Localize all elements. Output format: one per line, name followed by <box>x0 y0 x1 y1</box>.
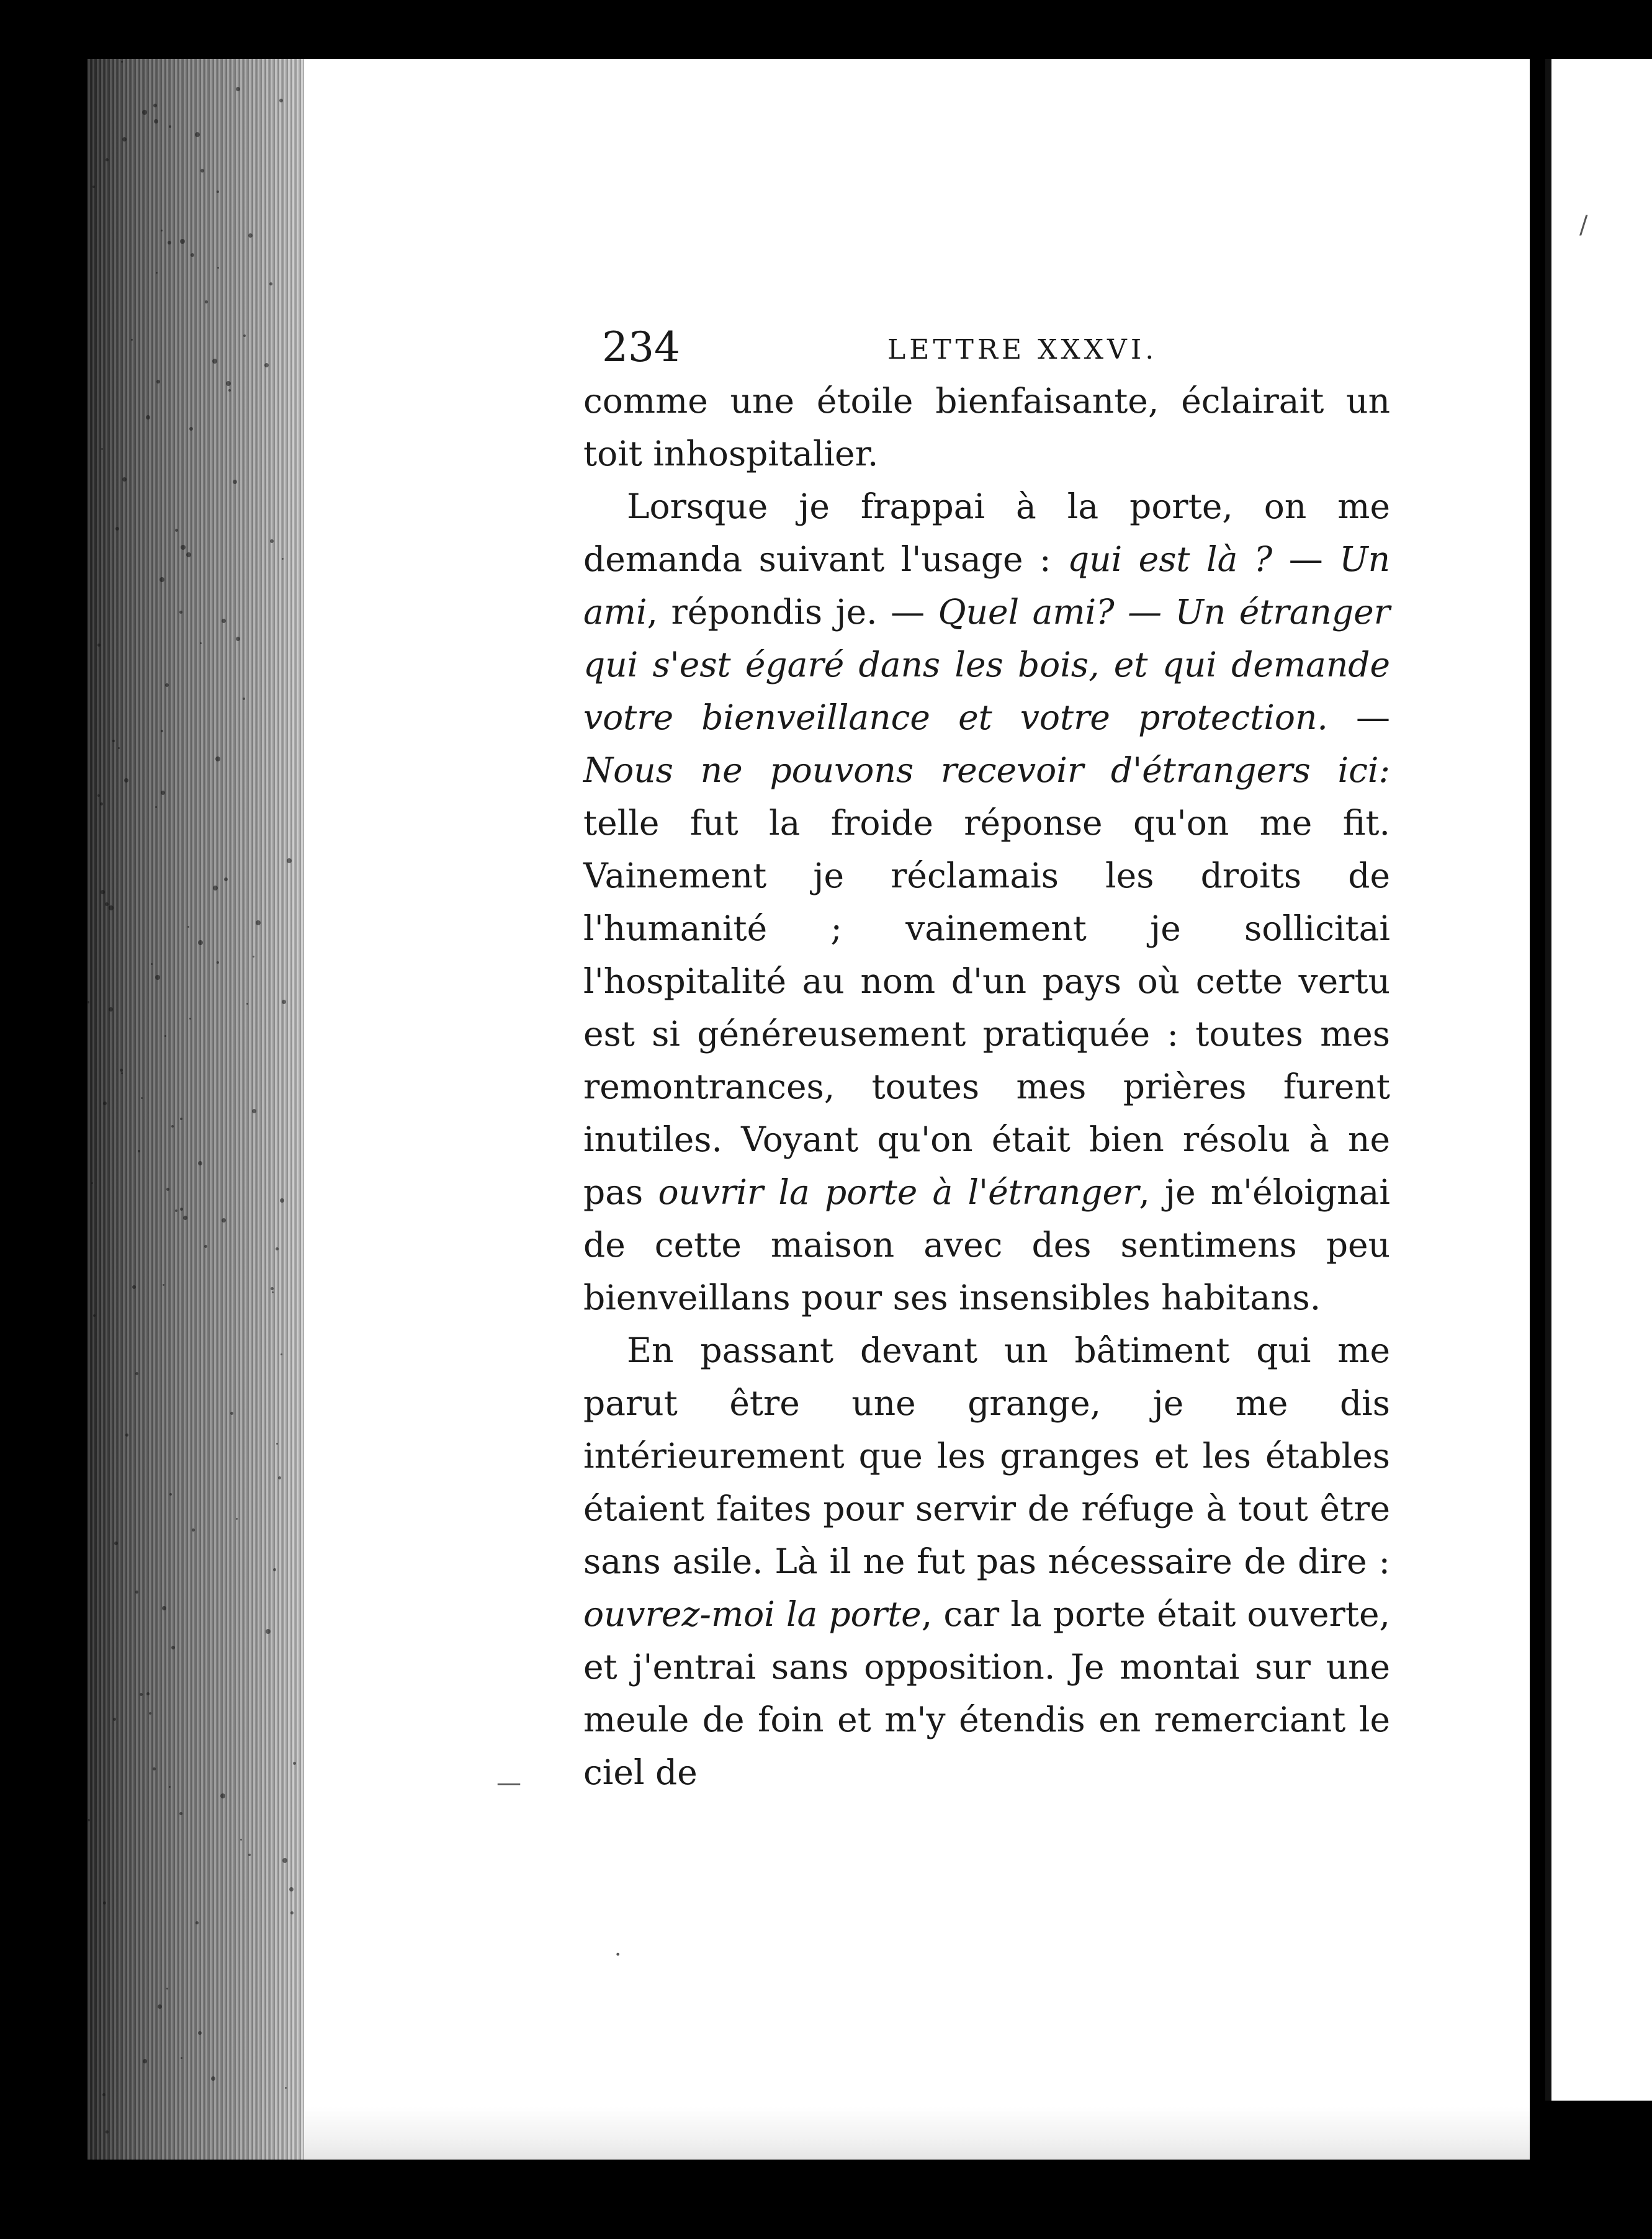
edge-speck <box>162 1606 166 1610</box>
edge-speck <box>276 1443 278 1445</box>
italic-text-span: Nous ne pouvons recevoir d'étrangers ici: <box>583 750 1390 790</box>
edge-speck <box>175 529 178 532</box>
paragraph <box>583 1324 1390 1799</box>
edge-speck <box>264 363 269 367</box>
edge-speck <box>266 1629 271 1634</box>
edge-speck <box>217 961 219 964</box>
edge-speck <box>272 1291 274 1293</box>
edge-speck <box>143 2059 147 2063</box>
edge-speck <box>252 1109 256 1113</box>
edge-speck <box>198 940 203 945</box>
edge-speck <box>161 230 163 231</box>
edge-speck <box>105 2130 109 2134</box>
edge-speck <box>175 1209 177 1212</box>
edge-speck <box>168 241 171 245</box>
edge-speck <box>118 747 120 749</box>
paragraph <box>583 375 1390 480</box>
edge-speck <box>109 905 114 910</box>
edge-speck <box>109 1007 113 1012</box>
paragraph <box>583 480 1390 1324</box>
text-span: telle fut la froide réponse qu'on me fit. Vainement je réclamais les droits de l'humanité ; vainement je sollicitai l'hospitalité au nom d'un pays où cette vertu est si généreusement pratiquée : toutes mes remontrances, toutes mes prières furent inutiles. Voyant qu'on était bien résolu à ne pas <box>583 803 1390 1212</box>
edge-speck <box>101 448 103 450</box>
edge-speck <box>156 272 158 274</box>
edge-speck <box>112 740 115 742</box>
edge-speck <box>146 415 150 420</box>
edge-speck <box>215 756 220 761</box>
edge-speck <box>290 1911 294 1914</box>
edge-speck <box>161 791 165 795</box>
edge-speck <box>169 1786 171 1788</box>
edge-speck <box>169 125 171 128</box>
text-span: , je m'éloignai de cette maison avec des sentimens peu bienveillans pour ses insensibles habitans. <box>583 1172 1390 1317</box>
edge-speck <box>153 1767 156 1770</box>
italic-text-span: ouvrez-moi la porte <box>583 1594 922 1634</box>
edge-speck <box>236 637 240 641</box>
text-span: , répondis je. — <box>647 592 938 632</box>
edge-speck <box>180 239 185 244</box>
edge-speck <box>171 1646 175 1649</box>
edge-speck <box>189 427 193 431</box>
page-edge-stack <box>87 59 307 2160</box>
edge-speck <box>114 1541 118 1545</box>
body-text <box>583 375 1390 1799</box>
edge-speck <box>122 137 127 141</box>
edge-speck <box>87 1001 89 1003</box>
edge-speck <box>282 558 284 560</box>
edge-speck <box>230 1412 233 1415</box>
running-head <box>583 323 1390 372</box>
edge-speck <box>165 683 169 687</box>
edge-speck <box>105 158 109 161</box>
edge-speck <box>183 1216 187 1220</box>
page-number: 234 <box>602 323 680 371</box>
running-head-title: LETTRE XXXVI. <box>887 334 1158 366</box>
edge-speck <box>226 381 231 386</box>
edge-speck <box>285 2087 287 2089</box>
edge-speck <box>181 2057 182 2059</box>
edge-speck <box>91 1182 93 1184</box>
edge-speck <box>88 1819 90 1821</box>
edge-speck <box>155 806 157 808</box>
edge-speck <box>198 1161 202 1165</box>
edge-speck <box>287 858 292 863</box>
text-span: comme une étoile bienfaisante, éclairait un toit inhospitalier. <box>583 381 1390 473</box>
edge-speck <box>113 1718 116 1721</box>
edge-speck <box>121 61 123 63</box>
edge-speck <box>166 1188 169 1191</box>
edge-speck <box>191 253 194 257</box>
edge-speck <box>180 1118 182 1120</box>
edge-speck <box>101 890 105 894</box>
edge-speck <box>217 267 219 269</box>
edge-speck <box>198 2031 202 2035</box>
edge-speck <box>122 477 127 482</box>
edge-speck <box>180 1208 183 1211</box>
edge-speck <box>135 1591 138 1594</box>
edge-speck <box>115 527 119 531</box>
edge-speck <box>236 87 240 91</box>
edge-speck <box>135 1372 138 1375</box>
edge-speck <box>154 119 158 123</box>
edge-speck <box>158 2004 162 2009</box>
edge-speck <box>195 1921 199 1924</box>
edge-speck <box>269 282 272 285</box>
edge-speck <box>280 1198 284 1203</box>
edge-speck <box>105 902 109 906</box>
edge-speck <box>243 334 246 337</box>
edge-speck <box>213 886 218 891</box>
edge-speck <box>246 1003 248 1005</box>
edge-speck <box>100 802 103 805</box>
edge-speck <box>103 1901 106 1905</box>
edge-speck <box>161 730 163 732</box>
edge-speck <box>186 552 191 557</box>
edge-speck <box>222 1218 226 1223</box>
edge-speck <box>181 545 186 550</box>
edge-speck <box>169 1493 172 1496</box>
edge-speck <box>240 1839 242 1841</box>
edge-speck <box>200 642 202 644</box>
edge-speck <box>131 339 133 341</box>
edge-speck <box>164 1035 166 1037</box>
edge-speck <box>141 1097 143 1099</box>
edge-speck <box>138 1150 140 1152</box>
edge-speck <box>103 1102 107 1105</box>
edge-speck <box>102 2093 105 2096</box>
edge-speck <box>155 975 160 980</box>
edge-speck <box>282 1858 287 1863</box>
edge-speck <box>200 169 204 173</box>
edge-speck <box>228 389 231 392</box>
edge-speck <box>279 99 283 102</box>
text-span: — <box>1327 698 1391 737</box>
stray-mark: — <box>496 1769 521 1797</box>
stray-mark: · <box>614 1942 622 1968</box>
edge-speck <box>125 1434 128 1437</box>
edge-speck <box>146 1692 150 1695</box>
edge-speck <box>256 920 261 925</box>
edge-speck <box>282 1000 286 1004</box>
edge-speck <box>153 104 157 107</box>
italic-text-span: Un ami <box>583 539 1390 632</box>
page-bottom-shadow <box>304 2107 1530 2160</box>
edge-speck <box>97 794 100 797</box>
edge-speck <box>195 132 200 137</box>
edge-speck <box>281 1353 282 1355</box>
edge-speck <box>192 1528 195 1532</box>
edge-speck <box>211 2076 215 2081</box>
italic-text-span: Quel ami? — Un étranger qui s'est égaré dans les bois, et qui demande votre bienveillance et votre protection. <box>583 592 1390 737</box>
text-span: En passant devant un bâtiment qui me parut être une grange, je me dis intérieurement que les granges et les étables étaient faites pour servir de réfuge à tout être sans asile. Là il ne fut pas nécessaire de dire : <box>583 1330 1390 1581</box>
edge-speck <box>92 186 95 188</box>
edge-speck <box>289 1887 294 1891</box>
italic-text-span: ouvrir la porte à l'étranger <box>658 1172 1139 1212</box>
edge-speck <box>166 1988 168 1990</box>
edge-speck <box>212 359 217 364</box>
edge-speck <box>271 1287 274 1290</box>
facing-page-sliver <box>1545 59 1652 2101</box>
edge-speck <box>163 1284 164 1286</box>
edge-speck <box>278 1476 281 1479</box>
edge-speck <box>156 380 160 384</box>
edge-speck <box>253 956 254 958</box>
edge-speck <box>179 611 182 614</box>
edge-speck <box>222 619 226 623</box>
edge-speck <box>124 778 128 783</box>
edge-speck <box>97 644 101 647</box>
edge-speck <box>159 577 164 582</box>
edge-speck <box>243 698 245 700</box>
edge-speck <box>140 1693 143 1696</box>
text-span: Lorsque je frappai à la porte, on me demanda suivant l'usage : <box>583 487 1390 579</box>
edge-speck <box>248 233 253 238</box>
edge-speck <box>121 1072 123 1074</box>
edge-speck <box>151 963 153 965</box>
stray-mark: / <box>1579 211 1588 240</box>
edge-speck <box>142 110 147 115</box>
edge-speck <box>205 300 208 303</box>
edge-speck <box>220 1793 225 1798</box>
edge-speck <box>270 539 274 543</box>
edge-speck <box>276 1247 279 1250</box>
edge-speck <box>217 191 219 193</box>
italic-text-span: qui est là ? <box>1067 539 1273 579</box>
edge-speck <box>132 1285 136 1289</box>
edge-speck <box>149 1712 151 1715</box>
edge-speck <box>120 1069 123 1072</box>
edge-speck <box>187 926 189 928</box>
edge-speck <box>189 1018 191 1020</box>
edge-speck <box>233 480 237 484</box>
edge-speck <box>204 1245 207 1248</box>
edge-speck <box>248 1854 251 1856</box>
text-span: , car la porte était ouverte, et j'entrai sans opposition. Je montai sur une meule de foin et m'y étendis en remerciant le ciel de <box>583 1594 1390 1792</box>
edge-speck <box>293 1762 296 1765</box>
page-text-block <box>583 323 1390 1799</box>
edge-speck <box>93 1314 96 1317</box>
edge-speck <box>236 1518 238 1520</box>
edge-speck <box>224 877 228 881</box>
edge-speck <box>171 1125 174 1128</box>
edge-speck <box>273 1568 276 1571</box>
edge-speck <box>179 1812 182 1815</box>
text-span: — <box>1272 539 1340 579</box>
